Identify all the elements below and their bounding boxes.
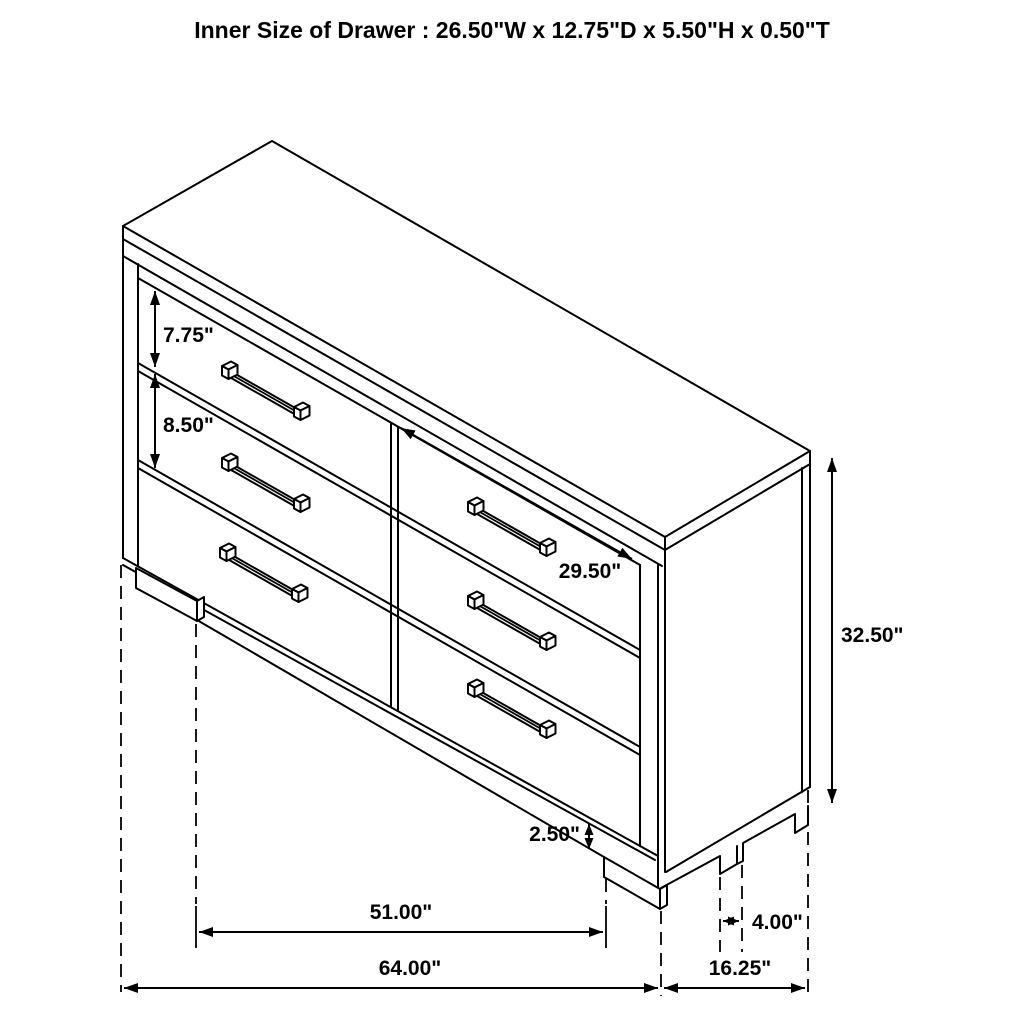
dim-label-base-height: 2.50" <box>529 823 580 846</box>
dim-label-leg-depth: 4.00" <box>752 911 803 934</box>
handle-bottom-right-drawer <box>468 680 556 739</box>
dim-label-top-drawer-height: 7.75" <box>163 324 214 347</box>
drawer-handles <box>220 362 556 739</box>
top-slab-lower-edge <box>123 256 662 566</box>
dim-label-inner-leg-span: 51.00" <box>369 901 433 924</box>
dresser-outline <box>123 141 810 909</box>
center-divider <box>391 423 398 711</box>
dim-arrow-drawer-face-width <box>401 428 632 559</box>
dim-label-lower-drawer-height: 8.50" <box>163 414 214 437</box>
handle-middle-right-drawer <box>468 592 556 651</box>
base-rail-bottom-edge <box>197 620 604 857</box>
dim-label-overall-width: 64.00" <box>378 957 442 980</box>
right-front-leg <box>604 857 660 909</box>
dim-label-overall-height: 32.50" <box>841 624 904 647</box>
dimension-annotations <box>124 291 904 988</box>
dresser-top-face <box>123 141 810 537</box>
handle-bottom-left-drawer <box>220 544 308 603</box>
left-front-leg-side <box>197 597 204 621</box>
dim-label-drawer-face-width: 29.50" <box>558 560 622 583</box>
diagram-title: Inner Size of Drawer : 26.50"W x 12.75"D x 5.50"H x 0.50"T <box>194 17 830 43</box>
top-slab-right-edge <box>665 451 810 550</box>
dim-label-depth: 16.25" <box>708 957 772 980</box>
top-slab-front-edge <box>123 226 665 550</box>
side-rail-back-leg <box>737 806 808 864</box>
handle-top-right-drawer <box>468 498 556 557</box>
handle-top-left-drawer <box>222 362 310 421</box>
